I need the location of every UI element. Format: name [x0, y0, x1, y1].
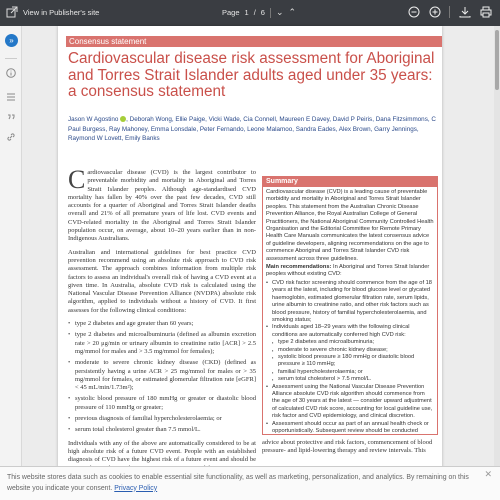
list-item: • systolic blood pressure of 180 mmHg or greater or diastolic blood pressure of 110 mmHg or greater; — [68, 395, 256, 412]
summary-subitem: ▪ familial hypercholesterolaemia; or — [266, 369, 434, 376]
view-publisher-label: View in Publisher's site — [23, 7, 100, 17]
page-label: Page — [222, 8, 240, 17]
scrollbar-thumb[interactable] — [495, 30, 499, 90]
list-item: • moderate to severe chronic kidney disease (CKD) (defined as persistently having a urine ACR > 25 mg/mmol for males or > 35 mg/mmol for females, or estimated glomerular filtration rate [eGFR] < 45 mL/min/1.73m²); — [68, 359, 256, 392]
toolbar-divider — [270, 8, 271, 18]
paragraph-guidelines: Australian and international guidelines for best practice CVD prevention recommend using an absolute risk approach to CVD risk assessment. The approach combines information from multiple risk factors to assess an individual's overall risk of having a CVD event at a given time. In Australia, absolute CVD risk is calculated using the National Vascular Disease Prevention Alliance (NVDPA) absolute risk algorithm, applied to individuals without a history of CVD. It first assesses for the following clinical conditions: — [68, 248, 256, 314]
rail-divider — [5, 58, 17, 59]
scrollbar-track[interactable] — [494, 26, 500, 476]
summary-intro: Cardiovascular disease (CVD) is a leading cause of preventable morbidity and mortality in Aboriginal and Torres Strait Islander peoples. This statement from the Australian Chronic Disease Prevention Alliance, the Royal Australian College of General Practitioners, the National Aboriginal Community Controlled Health Organisation and the Editorial Committee for Remote Primary Health Care Manuals communicates the latest consensus advice of guideline developers, aligning recommendations on the age to commence Aboriginal and Torres Strait Islander CVD risk assessment across three guidelines. — [266, 189, 434, 262]
clinical-conditions-list — [68, 320, 256, 435]
article-title: Cardiovascular disease risk assessment for Aboriginal and Torres Strait Islander adults aged under 35 years: a consensus statement — [68, 50, 435, 101]
summary-box — [262, 176, 438, 435]
print-icon[interactable] — [479, 5, 492, 18]
list-icon[interactable] — [6, 92, 16, 102]
main-recommendations-text: In Aboriginal and Torres Strait Islander peoples without existing CVD: — [266, 264, 430, 278]
summary-item: • Assessment using the National Vascular Disease Prevention Alliance absolute CVD risk algorithm should commence from the age of 30 years at the latest — consider upward adjustment of calculated CVD risk score, accounting for local guideline use, risk factor and CVD epidemiology, and clinical discretion. — [266, 384, 434, 421]
list-item: • type 2 diabetes and microalbuminuria (defined as albumin excretion rate > 20 μg/min or urinary albumin to creatinine ratio [ACR] > 2.5 mg/mmol for males and > 3.5 mg/mmol for females); — [68, 331, 256, 356]
summary-heading: Summary — [263, 177, 437, 187]
first-author[interactable]: Jason W Agostino — [68, 116, 119, 123]
list-item: • serum total cholesterol greater than 7.5 mmol/L. — [68, 426, 256, 434]
body-column-left — [68, 165, 256, 478]
page-indicator — [222, 7, 296, 18]
drop-cap: C — [68, 165, 86, 194]
expand-sidebar-icon[interactable]: » — [5, 34, 18, 47]
author-list — [68, 115, 440, 144]
cookie-banner — [0, 466, 500, 500]
document-page — [58, 26, 442, 486]
summary-subitem: ▪ systolic blood pressure ≥ 180 mmHg or diastolic blood pressure ≥ 110 mmHg; — [266, 354, 434, 369]
summary-item: • CVD risk factor screening should commence from the age of 18 years at the latest, including for blood glucose level or glycated haemoglobin, estimated glomerular filtration rate, serum lipids, urine albumin to creatinine ratio, and other risk factors such as blood pressure, history of familial hypercholesterolaemia, and smoking status; — [266, 280, 434, 324]
co-authors: , Deborah Wong, Ellie Paige, Vicki Wade, Cia Connell, Maureen E Davey, David P Peiris, Dana Fitzsimmons, C Paul Burgess, Ray Mahoney, Emma Lonsdale, Peter Fernando, Leone Malamoo, Sandra Eades, Alex Brown, Garry Jennings, Raymond W Lovett, Emily Banks — [68, 116, 436, 142]
summary-subitem: ▪ serum total cholesterol > 7.5 mmol/L. — [266, 376, 434, 383]
zoom-in-icon[interactable] — [428, 5, 441, 18]
chevron-up-icon[interactable]: ⌃ — [288, 7, 297, 17]
page-current[interactable]: 1 — [244, 8, 249, 17]
page-separator: / — [253, 8, 256, 17]
privacy-policy-link[interactable]: Privacy Policy — [114, 484, 158, 492]
page-total: 6 — [260, 8, 265, 17]
list-item: • type 2 diabetes and age greater than 60 years; — [68, 320, 256, 328]
cookie-text: This website stores data such as cookies to enable essential site functionality, as well as marketing, personalization, and analytics. By remaining on this website you indicate your consent. — [7, 474, 469, 492]
zoom-out-icon[interactable] — [407, 5, 420, 18]
external-link-icon — [6, 6, 18, 18]
list-item: • previous diagnosis of familial hypercholesterolaemia; or — [68, 415, 256, 423]
info-icon[interactable] — [6, 68, 16, 78]
summary-item: • Individuals aged 18–29 years with the following clinical conditions are automatically conferred high CVD risk: — [266, 324, 434, 339]
summary-subitem: ▪ type 2 diabetes and microalbuminuria; — [266, 339, 434, 346]
summary-item: • Assessment should occur as part of an annual health check or opportunistically. Subsequent review should be conducted — [266, 421, 434, 435]
quote-icon[interactable] — [6, 112, 16, 122]
link-icon[interactable] — [6, 132, 16, 142]
paragraph-intro: ardiovascular disease (CVD) is the largest contributor to preventable morbidity and mortality in Aboriginal and Torres Strait Islander peoples. Although age-standardised CVD mortality has fallen by 40% over the past few decades, CVD still accounts for a quarter of Aboriginal and Torres Strait Islander deaths overall and 21% of all premature years of life lost. CVD events and CVD-related mortality in the Aboriginal and Torres Strait Islander population occur, on average, about 10–20 years earlier than in non-Indigenous Australians. — [68, 169, 256, 243]
summary-subitem: ▪ moderate to severe chronic kidney disease; — [266, 347, 434, 354]
chevron-down-icon[interactable]: ⌄ — [275, 7, 284, 17]
paragraph-high-risk: Individuals with any of the above are automatically considered to be at high absolute risk of a future CVD event. People with an established diagnosis of CVD have the highest risk of a future event and should be — [68, 439, 256, 464]
main-recommendations-heading: Main recommendations: — [266, 264, 332, 271]
view-publisher-link[interactable] — [6, 6, 99, 18]
close-icon[interactable]: ✕ — [484, 469, 492, 479]
left-rail — [0, 26, 22, 500]
toolbar-divider — [449, 6, 450, 18]
category-label: Consensus statement — [66, 36, 442, 47]
paragraph-right-tail: advice about protective and risk factors, commencement of blood pressure- and lipid-lowering therapy and review intervals. This — [262, 439, 433, 455]
viewer-toolbar — [0, 0, 500, 26]
download-icon[interactable] — [458, 5, 471, 18]
